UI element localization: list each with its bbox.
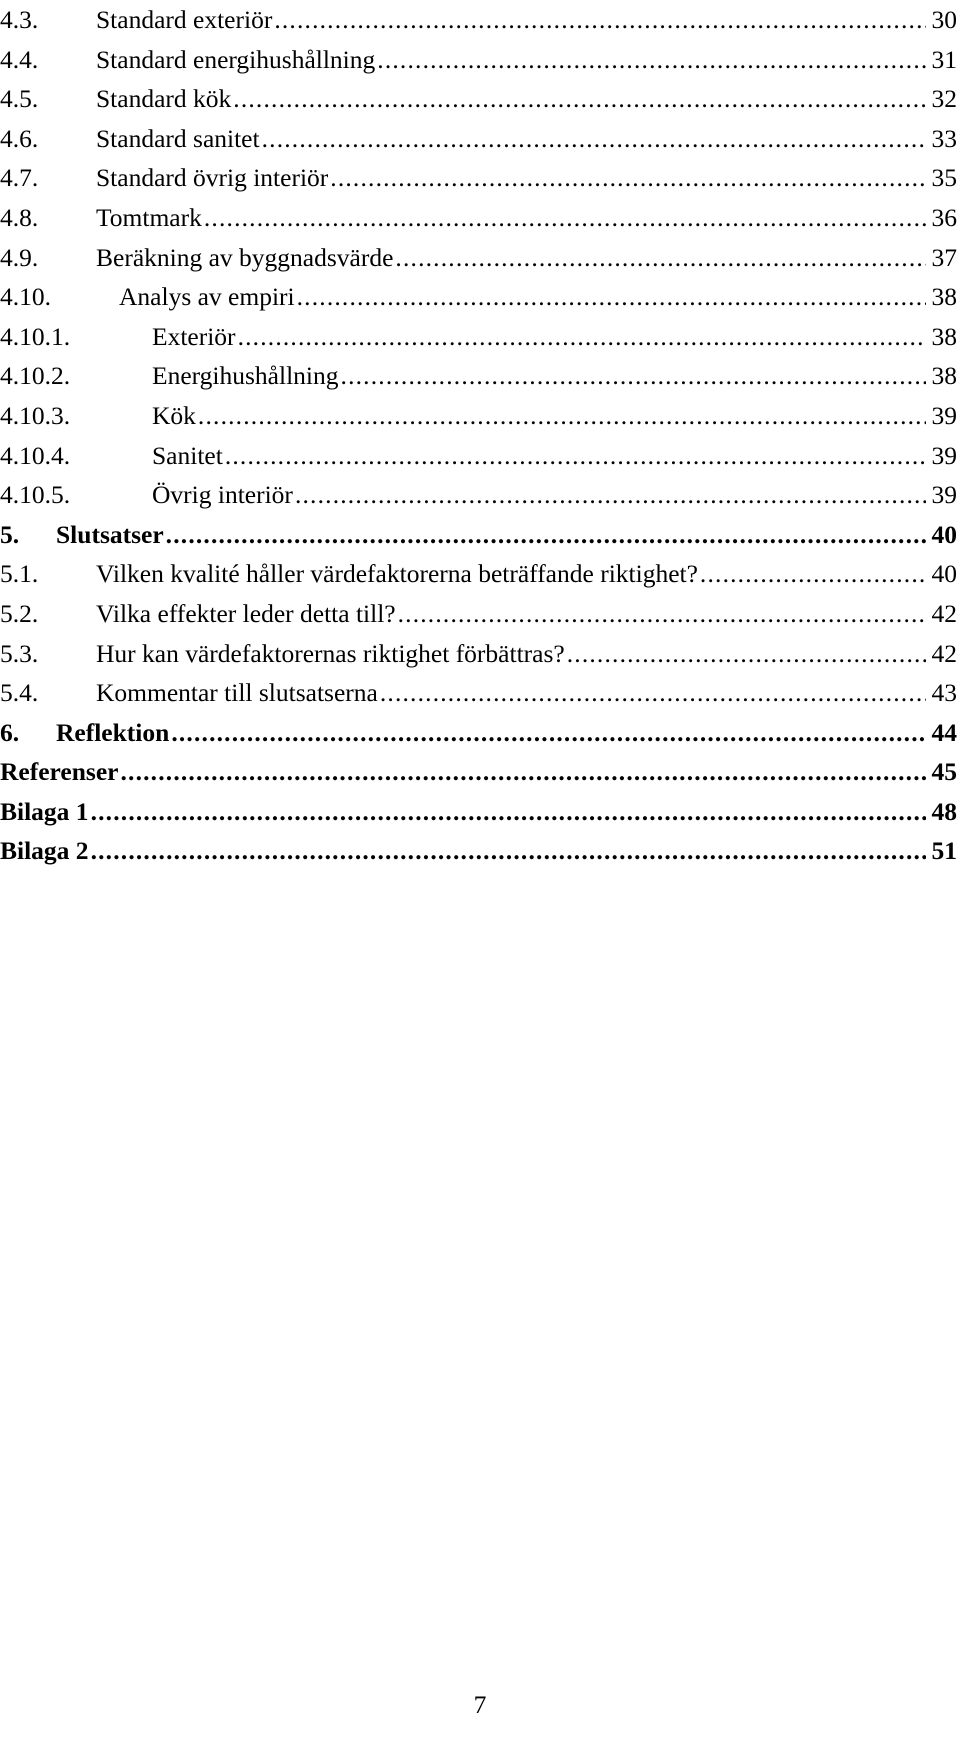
toc-entry-title: Energihushållning <box>152 361 339 391</box>
toc-entry[interactable] <box>0 158 957 198</box>
toc-entry-number: 5.1. <box>0 559 39 589</box>
toc-dot-leader <box>204 198 926 238</box>
toc-dot-leader <box>120 752 925 792</box>
toc-entry-title: Standard kök <box>96 84 232 114</box>
toc-entry-title: Standard energihushållning <box>96 44 376 74</box>
toc-entry-number: 4.10.2. <box>0 361 71 391</box>
toc-entry-number: 4.5. <box>0 84 39 114</box>
toc-entry-title: Referenser <box>0 757 119 787</box>
toc-entry-number: 4.7. <box>0 163 39 193</box>
toc-dot-leader <box>380 673 926 713</box>
toc-entry[interactable] <box>0 317 957 357</box>
toc-entry[interactable] <box>0 594 957 634</box>
toc-entry-title: Standard exteriör <box>96 5 273 34</box>
toc-entry[interactable] <box>0 515 957 555</box>
toc-entry-page: 44 <box>931 717 957 747</box>
toc-entry-title: Bilaga 2 <box>0 836 89 866</box>
toc-entry-number: 5. <box>0 519 20 549</box>
toc-entry-page: 36 <box>931 202 957 232</box>
toc-entry[interactable] <box>0 831 957 871</box>
toc-entry-page: 37 <box>931 242 957 272</box>
toc-entry-title: Analys av empiri <box>119 282 295 312</box>
page-number: 7 <box>473 1690 487 1719</box>
toc-dot-leader <box>233 79 925 119</box>
table-of-contents <box>0 0 957 871</box>
toc-entry-number: 4.9. <box>0 242 39 272</box>
toc-entry-page: 42 <box>931 598 957 628</box>
toc-dot-leader <box>171 713 925 753</box>
toc-entry-page: 30 <box>931 5 957 34</box>
toc-entry-title: Vilka effekter leder detta till? <box>96 598 396 628</box>
toc-dot-leader <box>225 436 926 476</box>
toc-dot-leader <box>238 317 926 357</box>
toc-entry[interactable] <box>0 396 957 436</box>
toc-entry-number: 5.3. <box>0 638 39 668</box>
toc-entry-title: Tomtmark <box>96 202 202 232</box>
toc-entry[interactable] <box>0 356 957 396</box>
toc-entry-number: 5.4. <box>0 678 39 708</box>
toc-entry[interactable] <box>0 792 957 832</box>
toc-entry-number: 4.10.1. <box>0 321 71 351</box>
toc-dot-leader <box>341 356 926 396</box>
toc-entry-title: Kök <box>152 400 196 430</box>
toc-dot-leader <box>274 0 925 40</box>
toc-entry-number: 4.6. <box>0 123 39 153</box>
toc-entry[interactable] <box>0 673 957 713</box>
toc-entry[interactable] <box>0 79 957 119</box>
toc-entry-page: 42 <box>931 638 957 668</box>
toc-entry-title: Vilken kvalité håller värdefaktorerna beträffande riktighet? <box>96 559 698 589</box>
toc-entry-page: 33 <box>931 123 957 153</box>
toc-entry[interactable] <box>0 713 957 753</box>
toc-dot-leader <box>567 634 926 674</box>
toc-entry-number: 4.8. <box>0 202 39 232</box>
toc-entry[interactable] <box>0 198 957 238</box>
toc-entry-page: 48 <box>931 796 957 826</box>
toc-entry-page: 32 <box>931 84 957 114</box>
toc-entry-page: 40 <box>931 559 957 589</box>
toc-entry-title: Standard övrig interiör <box>96 163 329 193</box>
toc-entry-title: Kommentar till slutsatserna <box>96 678 378 708</box>
toc-entry-title: Bilaga 1 <box>0 796 89 826</box>
toc-entry-page: 39 <box>931 480 957 510</box>
toc-entry[interactable] <box>0 475 957 515</box>
toc-entry-number: 5.2. <box>0 598 39 628</box>
toc-entry-page: 38 <box>931 282 957 312</box>
toc-entry-page: 31 <box>931 44 957 74</box>
toc-entry-title: Slutsatser <box>56 519 164 549</box>
toc-entry-page: 45 <box>931 757 957 787</box>
toc-entry-title: Övrig interiör <box>152 480 293 510</box>
toc-dot-leader <box>395 238 925 278</box>
toc-entry-title: Standard sanitet <box>96 123 260 153</box>
toc-entry-number: 4.10.5. <box>0 480 71 510</box>
toc-entry-page: 35 <box>931 163 957 193</box>
toc-dot-leader <box>198 396 926 436</box>
toc-entry-title: Exteriör <box>152 321 236 351</box>
toc-entry[interactable] <box>0 0 957 40</box>
toc-entry[interactable] <box>0 752 957 792</box>
toc-entry-title: Hur kan värdefaktorernas riktighet förbättras? <box>96 638 565 668</box>
toc-entry-number: 4.10. <box>0 282 51 312</box>
toc-entry[interactable] <box>0 277 957 317</box>
toc-entry[interactable] <box>0 119 957 159</box>
toc-entry-title: Sanitet <box>152 440 223 470</box>
toc-entry-page: 51 <box>931 836 957 866</box>
toc-entry[interactable] <box>0 554 957 594</box>
toc-dot-leader <box>398 594 926 634</box>
toc-dot-leader <box>330 158 925 198</box>
toc-entry-page: 40 <box>931 519 957 549</box>
toc-dot-leader <box>91 831 926 871</box>
toc-entry-title: Beräkning av byggnadsvärde <box>96 242 394 272</box>
toc-dot-leader <box>166 515 926 555</box>
toc-entry-title: Reflektion <box>56 717 170 747</box>
toc-entry-number: 4.3. <box>0 5 39 34</box>
toc-entry-number: 4.10.3. <box>0 400 71 430</box>
toc-entry-page: 39 <box>931 400 957 430</box>
toc-dot-leader <box>700 554 926 594</box>
toc-entry[interactable] <box>0 238 957 278</box>
toc-entry-number: 4.4. <box>0 44 39 74</box>
toc-dot-leader <box>295 475 926 515</box>
toc-entry[interactable] <box>0 436 957 476</box>
toc-entry-number: 6. <box>0 717 20 747</box>
toc-entry-page: 43 <box>931 678 957 708</box>
toc-entry-number: 4.10.4. <box>0 440 71 470</box>
toc-entry-page: 38 <box>931 321 957 351</box>
toc-entry[interactable] <box>0 634 957 674</box>
toc-entry-page: 39 <box>931 440 957 470</box>
toc-entry-page: 38 <box>931 361 957 391</box>
toc-dot-leader <box>262 119 926 159</box>
toc-dot-leader <box>377 40 925 80</box>
toc-entry[interactable] <box>0 40 957 80</box>
toc-dot-leader <box>297 277 926 317</box>
toc-dot-leader <box>91 792 926 832</box>
